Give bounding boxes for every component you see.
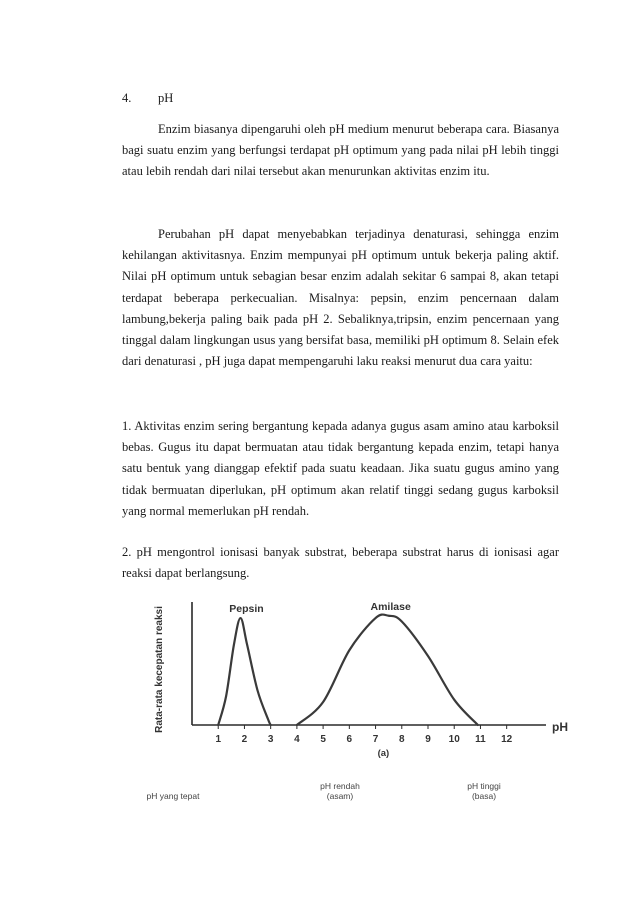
x-axis-label: pH <box>552 720 568 734</box>
x-tick-label: 4 <box>294 734 300 745</box>
series-line-amilase <box>297 615 478 725</box>
x-tick-label: 9 <box>425 734 431 745</box>
paragraph-point-2: 2. pH mengontrol ionisasi banyak substrat, beberapa substrat harus di ionisasi agar reaksi dapat berlangsung. <box>122 545 559 581</box>
x-tick-label: 2 <box>241 734 248 745</box>
section-title: pH <box>158 91 174 105</box>
x-tick-label: 1 <box>215 734 222 745</box>
figure-sublabel: (a) <box>377 748 390 759</box>
paragraph-denaturation: Perubahan pH dapat menyebabkan terjadinya denaturasi, sehingga enzim kehilangan aktivitasnya. Enzim mempunyai pH optimum untuk bekerja paling aktif. Nilai pH optimum untuk sebagian besar enzim adalah sekitar 6 sampai 8, akan tetapi terdapat beberapa perkecualian. Misalnya: pepsin, enzim pencernaan dalam lambung,bekerja paling baik pada pH 2. Sebaliknya,tripsin, enzim pencernaan yang tinggal dalam lingkungan usus yang bersifat basa, memiliki pH optimum 8. Selain efek dari denaturasi , pH juga dapat mempengaruhi laku reaksi menurut dua cara yaitu: <box>122 227 559 369</box>
bottom-label: pH rendah (asam) <box>320 781 360 801</box>
ph-activity-chart <box>128 586 578 808</box>
section-number: 4. <box>122 91 132 105</box>
x-tick-label: 8 <box>398 734 405 745</box>
series-line-pepsin <box>218 618 270 725</box>
x-tick-label: 6 <box>346 734 353 745</box>
series-label-amilase: Amilase <box>370 600 411 613</box>
y-axis-label: Rata-rata kecepatan reaksi <box>154 606 165 733</box>
x-tick-label: 12 <box>501 734 513 745</box>
x-tick-label: 3 <box>267 734 274 745</box>
x-tick-label: 5 <box>320 734 326 745</box>
series-label-pepsin: Pepsin <box>229 603 264 616</box>
bottom-label: pH yang tepat <box>146 791 200 801</box>
x-tick-label: 11 <box>475 734 486 745</box>
x-tick-label: 10 <box>448 734 460 745</box>
bottom-label: pH tinggi (basa) <box>467 781 501 801</box>
paragraph-intro: Enzim biasanya dipengaruhi oleh pH medium menurut beberapa cara. Biasanya bagi suatu enzim yang berfungsi terdapat pH optimum yang pada nilai pH lebih tinggi atau lebih rendah dari nilai tersebut akan menurunkan aktivitas enzim itu. <box>122 122 559 179</box>
x-tick-label: 7 <box>372 734 379 745</box>
paragraph-point-1: 1. Aktivitas enzim sering bergantung kepada adanya gugus asam amino atau karboksil bebas. Gugus itu dapat bermuatan atau tidak bergantung kepada enzim, tetapi hanya satu bentuk yang dianggap efektif pada suatu keadaan. Jika suatu gugus amino yang tidak bermuatan diperlukan, pH optimum akan relatif tinggi sedang gugus karboksil yang normal memerlukan pH rendah. <box>122 419 559 518</box>
